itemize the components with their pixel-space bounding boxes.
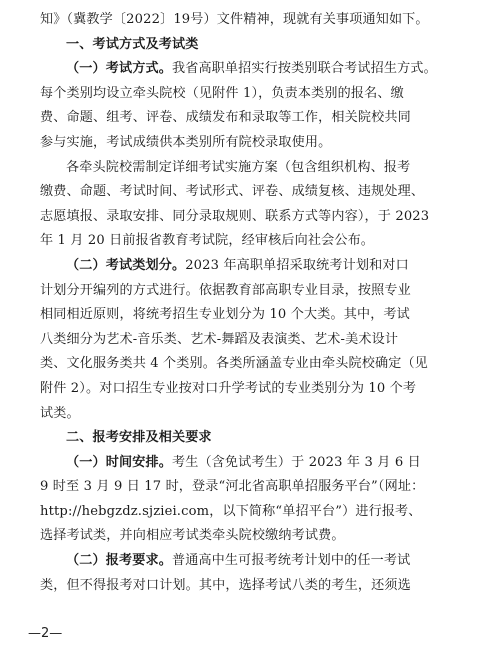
document-body <box>40 8 466 598</box>
line-text: 相同相近原则，将统考招生专业划分为 10 个大类。其中，考试 <box>40 307 410 323</box>
line-text: 我省高职单招实行按类别联合考试招生方式。 <box>171 61 437 77</box>
paragraph-line <box>40 500 466 525</box>
line-text: 类、文化服务类共 4 个类别。各类所涵盖专业由牵头院校确定（见 <box>40 356 428 372</box>
section-heading: 二、报考安排及相关要求 <box>66 430 212 446</box>
paragraph-line <box>40 131 466 156</box>
line-text: 缴费、命题、考试时间、考试形式、评卷、成绩复核、违规处理、 <box>40 184 425 200</box>
paragraph-line <box>40 402 466 427</box>
paragraph-line <box>40 549 466 574</box>
line-text: 选择考试类，并向相应考试类牵头院校缴纳考试费。 <box>40 528 345 544</box>
line-text: 年 1 月 20 日前报省教育考试院，经审核后向社会公布。 <box>40 233 375 249</box>
paragraph-line <box>40 106 466 131</box>
line-text: http://hebgzdz.sjziei.com，以下简称“单招平台”）进行报考、 <box>40 503 422 519</box>
paragraph-line <box>40 82 466 107</box>
line-text: 计划分开编列的方式进行。依据教育部高职专业目录，按照专业 <box>40 282 411 298</box>
paragraph-line <box>40 156 466 181</box>
paragraph-line <box>40 8 466 33</box>
paragraph-line <box>40 574 466 599</box>
paragraph-line <box>40 451 466 476</box>
paragraph-line <box>40 475 466 500</box>
paragraph-line <box>40 205 466 230</box>
line-text: 9 时至 3 月 9 日 17 时，登录“河北省高职单招服务平台”（网址： <box>40 479 425 495</box>
line-text: 各牵头院校需制定详细考试实施方案（包含组织机构、报考 <box>66 159 411 175</box>
line-text: 普通高中生可报考统考计划中的任一考试 <box>171 553 411 569</box>
line-text: 类，但不得报考对口计划。其中，选择考试八类的考生，还须选 <box>40 577 411 593</box>
line-text: 试类。 <box>40 405 80 421</box>
paragraph-line <box>40 180 466 205</box>
page-number: —2— <box>28 626 63 641</box>
paragraph-line <box>40 524 466 549</box>
paragraph-line <box>40 229 466 254</box>
paragraph-line <box>40 57 466 82</box>
paragraph-line <box>40 303 466 328</box>
line-text: 知》（冀教学〔2022〕19号）文件精神，现就有关事项通知如下。 <box>40 12 429 27</box>
line-text: 志愿填报、录取安排、同分录取规则、联系方式等内容），于 2023 <box>40 208 430 224</box>
line-text: 2023 年高职单招采取统考计划和对口 <box>185 257 409 273</box>
line-text: 附件 2）。对口招生专业按对口升学考试的专业类别分为 10 个考 <box>40 380 417 396</box>
subsection-label: （一）时间安排。 <box>66 454 172 470</box>
paragraph-line <box>40 352 466 377</box>
line-text: 参与实施，考试成绩供本类别所有院校录取使用。 <box>40 134 332 150</box>
subsection-label: （二）报考要求。 <box>66 553 172 569</box>
paragraph-line <box>40 377 466 402</box>
subsection-label: （一）考试方式。 <box>66 61 172 77</box>
line-text: 费、命题、组考、评卷、成绩发布和录取等工作，相关院校共同 <box>40 110 411 126</box>
line-text: 每个类别均设立牵头院校（见附件 1），负责本类别的报名、缴 <box>40 85 404 101</box>
subsection-label: （二）考试类划分。 <box>66 257 186 273</box>
section-heading: 一、考试方式及考试类 <box>66 36 199 52</box>
paragraph-line <box>40 328 466 353</box>
paragraph-line <box>40 254 466 279</box>
paragraph-line <box>40 279 466 304</box>
line-text: 考生（含免试考生）于 2023 年 3 月 6 日 <box>171 454 421 470</box>
line-text: 八类细分为艺术-音乐类、艺术-舞蹈及表演类、艺术-美术设计 <box>40 331 399 347</box>
